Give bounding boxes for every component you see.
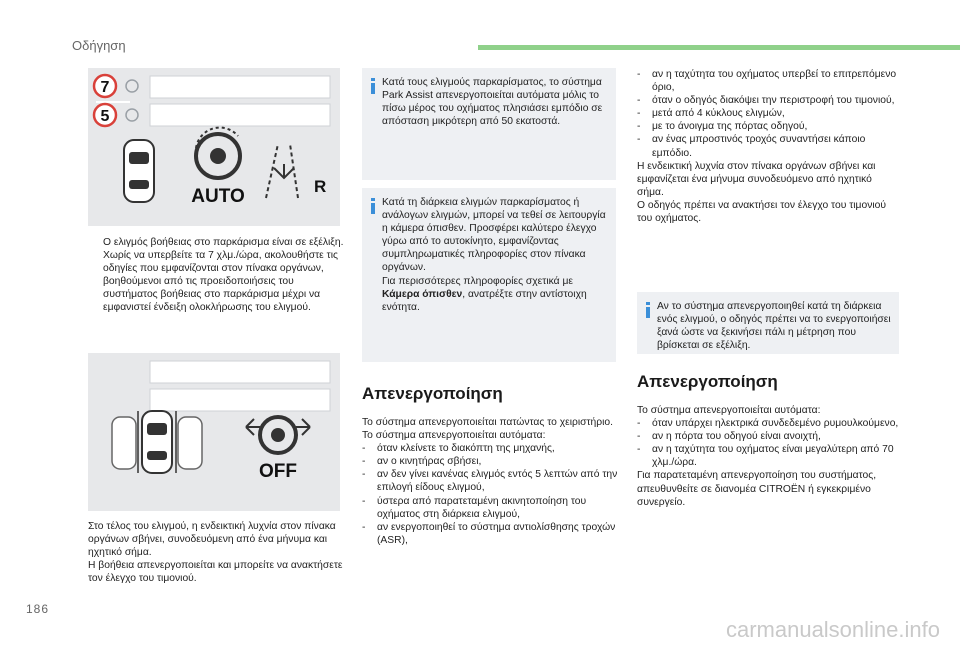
col1-para2-text: Στο τέλος του ελιγμού, η ενδεικτική λυχνία στον πίνακα οργάνων σβήνει, συνοδευόμενη από ένα μήνυμα και ηχητικό σήμα. — [88, 521, 336, 559]
col1-para1-rest: Χωρίς να υπερβείτε τα 7 χλμ./ώρα, ακολουθήστε τις οδηγίες που εμφανίζονται στον πίνακα οργάνων, βοηθούμενοι από τις προειδοποιήσεις του συστήματος βοήθειας στο παρκάρισμα μέχρι να εμφανιστεί ένδειξη ολοκλήρωσης του ελιγμού. — [103, 250, 338, 314]
col2-p1: Το σύστημα απενεργοποιείται πατώντας το χειριστήριο. — [362, 417, 614, 428]
list-item: - όταν κλείνετε το διακόπτη της μηχανής, — [362, 442, 618, 455]
col1-para3-text: Η βοήθεια απενεργοποιείται και μπορείτε να ανακτήσετε τον έλεγχο του τιμονιού. — [88, 560, 343, 585]
note-auto-deactivate-text: Κατά τους ελιγμούς παρκαρίσματος, το σύστημα Park Assist απενεργοποιείται αυτόματα μόλις το πίσω μέρος του οχήματος πλησιάσει εμπόδιο σε απόσταση μικρότερη από 50 εκατοστά. — [382, 77, 603, 128]
col3-body — [637, 404, 899, 509]
note-reactivate — [637, 292, 899, 354]
figure-park-assist-auto — [88, 68, 340, 226]
col2-list — [362, 442, 618, 547]
list-item: - μετά από 4 κύκλους ελιγμών, — [637, 107, 899, 120]
list-item: - αν η πόρτα του οδηγού είναι ανοιχτή, — [637, 430, 899, 443]
col2-heading-deactivation: Απενεργοποίηση — [362, 384, 503, 403]
col3-top — [637, 68, 899, 225]
col3-p4: Για παρατεταμένη απενεργοποίηση του συστήματος, απευθυνθείτε σε διανομέα CITROËN ή εγκεκριμένο συνεργείο. — [637, 470, 877, 508]
off-label: OFF — [259, 461, 297, 482]
col2-p2: Το σύστημα απενεργοποιείται αυτόματα: — [362, 430, 546, 442]
list-item: - όταν υπάρχει ηλεκτρικά συνδεδεμένο ρυμουλκούμενο, — [637, 417, 899, 430]
list-item: - αν ο κινητήρας σβήσει, — [362, 455, 618, 468]
car-top-view-icon — [124, 140, 154, 202]
label-5: 5 — [100, 108, 110, 125]
col3-p2: Ο οδηγός πρέπει να ανακτήσει τον έλεγχο του τιμονιού του οχήματος. — [637, 199, 887, 225]
col1-para1-first: Ο ελιγμός βοήθειας στο παρκάρισμα είναι σε εξέλιξη. — [103, 237, 344, 248]
steering-wheel-icon — [196, 128, 240, 178]
list-item: - αν ένας μπροστινός τροχός συναντήσει κάποιο εμπόδιο. — [637, 133, 899, 159]
note-rear-camera-main: Κατά τη διάρκεια ελιγμών παρκαρίσματος ή ανάλογων ελιγμών, μπορεί να τεθεί σε λειτουργία η κάμερα όπισθεν. Προσφέρει καλύτερο έλεγχο γύρω από το αυτοκίνητο, εμφανίζοντας συμπληρωματικές πληροφορίες στον πίνακα οργάνων. — [382, 197, 606, 274]
list-item: - με το άνοιγμα της πόρτας οδηγού, — [637, 120, 899, 133]
col3-p1: Η ενδεικτική λυχνία στον πίνακα οργάνων σβήνει και εμφανίζεται ένα μήνυμα συνοδευόμενο από ηχητικό σήμα. — [637, 160, 876, 198]
reverse-r-label: R — [314, 177, 327, 196]
col3-list2 — [637, 417, 899, 469]
page-number: 186 — [26, 602, 50, 616]
col2-body — [362, 416, 618, 547]
info-icon — [645, 302, 651, 318]
figure-park-assist-off — [88, 353, 340, 511]
rear-camera-link[interactable]: Κάμερα όπισθεν — [382, 288, 463, 300]
list-item: - ύστερα από παρατεταμένη ακινητοποίηση του οχήματος στη διάρκεια ελιγμού, — [362, 495, 618, 521]
list-item: - όταν ο οδηγός διακόψει την περιστροφή του τιμονιού, — [637, 94, 899, 107]
note-rear-camera-post: , ανατρέξτε στην αντίστοιχη ενότητα. — [382, 288, 587, 313]
col3-list — [637, 68, 899, 160]
note-rear-camera-pre: Για περισσότερες πληροφορίες σχετικά με — [382, 275, 573, 287]
figure-park-assist-auto-drawing — [88, 68, 340, 226]
note-reactivate-text: Αν το σύστημα απενεργοποιηθεί κατά τη διάρκεια ενός ελιγμού, ο οδηγός πρέπει να το ενεργοποιήσει ξανά ώστε να ξεκινήσει πάλι η μέτρηση που βρίσκεται σε εξέλιξη. — [657, 301, 891, 352]
col3-heading-deactivation: Απενεργοποίηση — [637, 372, 778, 391]
auto-label: AUTO — [191, 186, 245, 207]
col1-para2 — [88, 520, 344, 585]
parallel-cars-icon — [112, 411, 202, 473]
figure-park-assist-off-drawing — [88, 353, 340, 511]
col1-para1 — [88, 236, 344, 315]
steering-wheel-off-icon — [246, 417, 310, 453]
parking-dash-arrows-icon — [266, 144, 298, 198]
list-item: - αν δεν γίνει κανένας ελιγμός εντός 5 λεπτών από την επιλογή είδους ελιγμού, — [362, 468, 618, 494]
col3-p3: Το σύστημα απενεργοποιείται αυτόματα: — [637, 405, 821, 416]
info-icon — [370, 78, 376, 94]
list-item: - αν η ταχύτητα του οχήματος υπερβεί το επιτρεπόμενο όριο, — [637, 68, 899, 94]
page-header-title: Οδήγηση — [72, 38, 126, 53]
list-item: - αν ενεργοποιηθεί το σύστημα αντιολίσθησης τροχών (ASR), — [362, 521, 618, 547]
list-item: - αν η ταχύτητα του οχήματος είναι μεγαλύτερη από 70 χλμ./ώρα. — [637, 443, 899, 469]
info-icon — [370, 198, 376, 214]
note-rear-camera — [362, 188, 616, 362]
watermark: carmanualsonline.info — [725, 617, 940, 642]
header-accent-bar — [478, 45, 960, 50]
label-7: 7 — [100, 79, 110, 96]
note-auto-deactivate — [362, 68, 616, 180]
